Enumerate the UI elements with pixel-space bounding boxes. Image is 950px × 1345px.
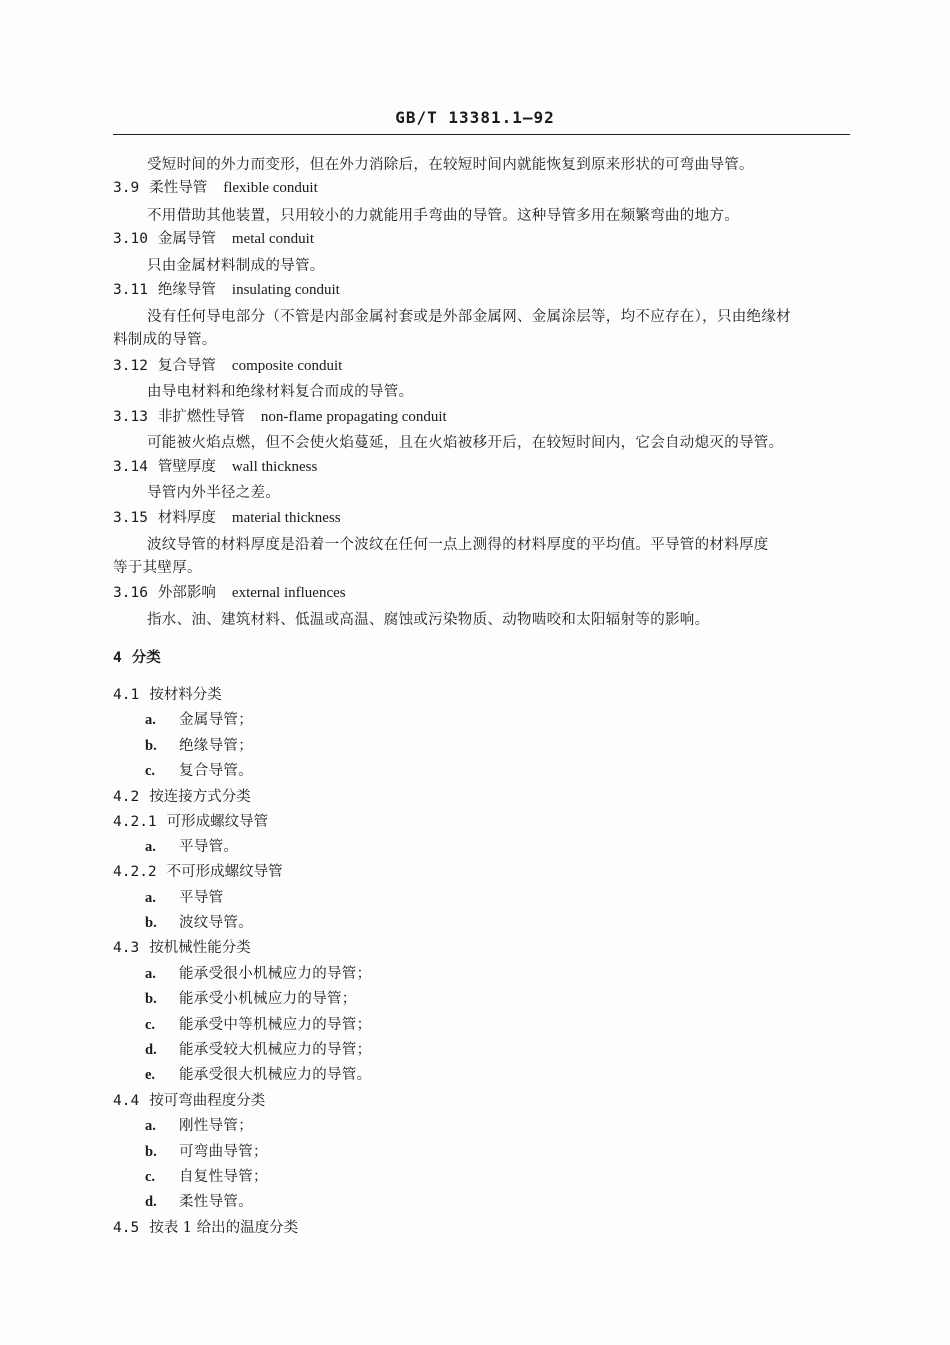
paragraph-line xyxy=(147,610,709,630)
list-item-text: 能承受中等机械应力的导管； xyxy=(179,1017,372,1033)
section-number: 3.12 xyxy=(113,358,148,374)
list-item-letter: b. xyxy=(145,915,157,931)
paragraph-text: 可能被火焰点燃，但不会使火焰蔓延，且在火焰被移开后，在较短时间内，它会自动熄灭的导管。 xyxy=(147,435,784,451)
section-number: 3.14 xyxy=(113,459,148,475)
section-number: 4 xyxy=(113,650,122,666)
list-item-letter: b. xyxy=(145,738,157,754)
section-number: 4.2.1 xyxy=(113,814,157,830)
section-term: 外部影响 xyxy=(157,585,216,601)
section-term-english: material thickness xyxy=(231,510,341,526)
list-item xyxy=(145,736,253,756)
list-item-letter: a. xyxy=(145,839,156,855)
list-item-text: 能承受很小机械应力的导管； xyxy=(179,966,372,982)
section-heading xyxy=(113,229,314,249)
section-number: 3.11 xyxy=(113,282,148,298)
list-item-letter: a. xyxy=(145,890,156,906)
section-heading xyxy=(113,1091,265,1111)
section-term: 按可弯曲程度分类 xyxy=(149,1093,266,1109)
section-number: 3.15 xyxy=(113,510,148,526)
paragraph-text: 不用借助其他装置，只用较小的力就能用手弯曲的导管。这种导管多用在频繁弯曲的地方。 xyxy=(147,208,739,224)
section-term: 按表 1 给出的温度分类 xyxy=(149,1220,299,1236)
section-term: 按机械性能分类 xyxy=(149,940,251,956)
section-term: 可形成螺纹导管 xyxy=(166,814,269,830)
list-item-letter: b. xyxy=(145,991,157,1007)
section-heading xyxy=(113,862,283,882)
list-item-text: 绝缘导管； xyxy=(179,738,253,754)
list-item xyxy=(145,1040,371,1060)
section-heading xyxy=(113,1218,298,1238)
list-item-text: 波纹导管。 xyxy=(179,915,253,931)
section-heading xyxy=(113,356,342,376)
section-heading xyxy=(113,583,346,603)
list-item xyxy=(145,1192,253,1212)
section-term: 绝缘导管 xyxy=(157,282,216,298)
section-number: 4.4 xyxy=(113,1093,140,1109)
list-item-letter: c. xyxy=(145,1017,156,1033)
paragraph-line xyxy=(147,433,783,453)
list-item xyxy=(145,1116,253,1136)
section-term: 复合导管 xyxy=(157,358,216,374)
list-item xyxy=(145,761,253,781)
list-item-letter: d. xyxy=(145,1194,157,1210)
list-item-text: 刚性导管； xyxy=(179,1118,253,1134)
paragraph-line xyxy=(147,206,739,226)
section-number: 4.5 xyxy=(113,1220,140,1236)
list-item-text: 能承受小机械应力的导管； xyxy=(179,991,357,1007)
section-term: 按连接方式分类 xyxy=(149,789,251,805)
list-item xyxy=(145,888,223,908)
list-item-text: 自复性导管； xyxy=(179,1169,268,1185)
list-item-letter: d. xyxy=(145,1042,157,1058)
section-number: 4.1 xyxy=(113,687,140,703)
paragraph-text: 受短时间的外力而变形，但在外力消除后，在较短时间内就能恢复到原来形状的可弯曲导管。 xyxy=(147,157,754,173)
list-item-letter: c. xyxy=(145,763,156,779)
paragraph-text: 波纹导管的材料厚度是沿着一个波纹在任何一点上测得的材料厚度的平均值。平导管的材料厚度 xyxy=(147,537,769,553)
paragraph-text: 指水、油、建筑材料、低温或高温、腐蚀或污染物质、动物啮咬和太阳辐射等的影响。 xyxy=(147,612,710,628)
list-item xyxy=(145,1065,371,1085)
list-item-letter: a. xyxy=(145,712,156,728)
section-number: 4.3 xyxy=(113,940,140,956)
list-item xyxy=(145,1142,268,1162)
section-heading xyxy=(113,178,318,198)
list-item-text: 能承受较大机械应力的导管； xyxy=(179,1042,372,1058)
list-item xyxy=(145,913,253,933)
paragraph-text: 由导电材料和绝缘材料复合而成的导管。 xyxy=(147,384,414,400)
section-heading xyxy=(113,508,341,528)
list-item xyxy=(145,964,371,984)
list-item-text: 平导管。 xyxy=(179,839,239,855)
paragraph-line xyxy=(113,558,202,578)
paragraph-text: 等于其壁厚。 xyxy=(113,560,202,576)
section-heading xyxy=(113,280,340,300)
section-heading xyxy=(113,787,251,807)
list-item-letter: c. xyxy=(145,1169,156,1185)
section-number: 3.16 xyxy=(113,585,148,601)
header-rule xyxy=(113,134,850,135)
list-item-letter: b. xyxy=(145,1144,157,1160)
section-term-english: metal conduit xyxy=(231,231,314,247)
list-item-text: 平导管 xyxy=(179,890,224,906)
section-number: 3.10 xyxy=(113,231,148,247)
section-term-english: flexible conduit xyxy=(223,180,318,196)
list-item xyxy=(145,710,253,730)
paragraph-line xyxy=(147,307,791,327)
section-term-english: non-flame propagating conduit xyxy=(260,409,447,425)
section-number: 4.2 xyxy=(113,789,140,805)
page-header: GB/T 13381.1—92 xyxy=(395,108,555,127)
paragraph-line xyxy=(147,256,325,276)
section-heading xyxy=(113,685,222,705)
paragraph-text: 料制成的导管。 xyxy=(113,332,217,348)
list-item-text: 金属导管； xyxy=(179,712,253,728)
paragraph-line xyxy=(147,382,413,402)
section-number: 3.9 xyxy=(113,180,140,196)
paragraph-line xyxy=(113,330,217,350)
paragraph-text: 只由金属材料制成的导管。 xyxy=(147,258,325,274)
list-item-letter: a. xyxy=(145,966,156,982)
list-item-letter: a. xyxy=(145,1118,156,1134)
section-term-english: external influences xyxy=(231,585,346,601)
section-heading xyxy=(113,407,447,427)
section-term: 分类 xyxy=(131,649,161,666)
list-item-letter: e. xyxy=(145,1067,156,1083)
section-term-english: composite conduit xyxy=(231,358,343,374)
list-item xyxy=(145,837,238,857)
section-term: 按材料分类 xyxy=(149,687,222,703)
list-item-text: 能承受很大机械应力的导管。 xyxy=(179,1067,372,1083)
paragraph-line xyxy=(147,483,280,503)
section-heading xyxy=(113,812,268,832)
list-item-text: 可弯曲导管； xyxy=(179,1144,268,1160)
section-term-english: insulating conduit xyxy=(231,282,340,298)
section-heading xyxy=(113,938,251,958)
paragraph-line xyxy=(147,535,769,555)
paragraph-line xyxy=(147,155,754,175)
list-item-text: 柔性导管。 xyxy=(179,1194,253,1210)
list-item xyxy=(145,1015,371,1035)
section-heading xyxy=(113,648,161,668)
section-term: 材料厚度 xyxy=(157,510,216,526)
list-item xyxy=(145,989,357,1009)
section-term-english: wall thickness xyxy=(231,459,318,475)
paragraph-text: 导管内外半径之差。 xyxy=(147,485,281,501)
paragraph-text: 没有任何导电部分（不管是内部金属衬套或是外部金属网、金属涂层等，均不应存在），只由绝缘材 xyxy=(147,309,791,325)
section-term: 金属导管 xyxy=(157,231,216,247)
section-term: 不可形成螺纹导管 xyxy=(166,864,283,880)
section-heading xyxy=(113,457,317,477)
section-term: 非扩燃性导管 xyxy=(157,409,245,425)
section-number: 4.2.2 xyxy=(113,864,157,880)
list-item-text: 复合导管。 xyxy=(179,763,253,779)
section-term: 管壁厚度 xyxy=(157,459,216,475)
list-item xyxy=(145,1167,268,1187)
section-number: 3.13 xyxy=(113,409,148,425)
section-term: 柔性导管 xyxy=(149,180,208,196)
